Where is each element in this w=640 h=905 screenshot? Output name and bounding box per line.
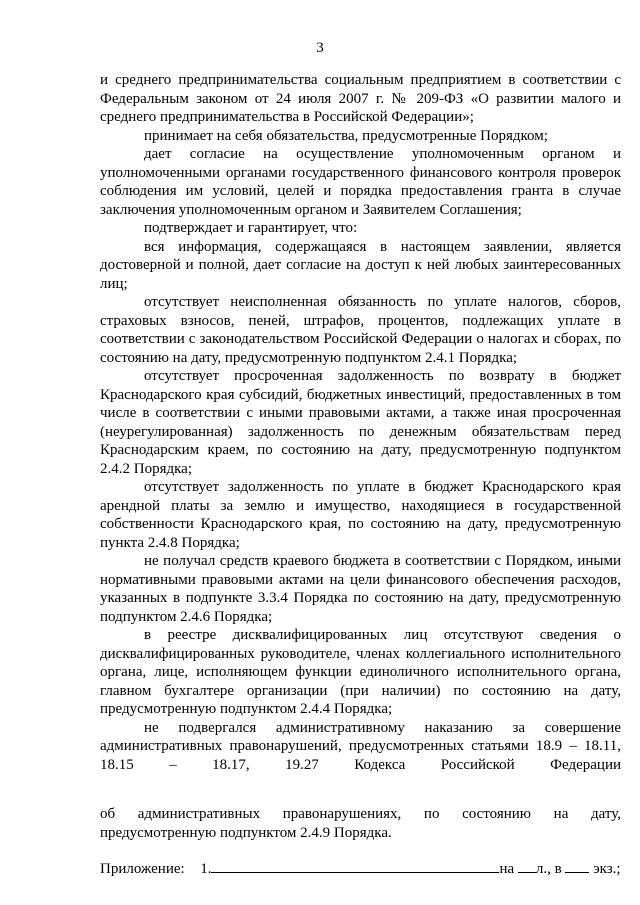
sheets-count-blank (518, 860, 536, 873)
document-body (100, 71, 621, 879)
paragraph: не получал средств краевого бюджета в соответствии с Порядком, иными нормативными правовыми актами на цели финансового обеспечения расходов, указанных в подпункте 3.3.4 Порядка по состоянию на дату, предусмотренную подпунктом 2.4.6 Порядка; (100, 553, 621, 625)
copies-count-blank (565, 860, 589, 873)
paragraph: отсутствует неисполненная обязанность по уплате налогов, сборов, страховых взносов, пеней, штрафов, процентов, подлежащих уплате в соответствии с законодательством Российской Федерации о налогах и сборах, по состоянию на дату, предусмотренную подпунктом 2.4.1 Порядка; (100, 294, 621, 366)
paragraph: не подвергался административному наказанию за совершение административных правонарушений, предусмотренных статьями 18.9 – 18.11, 18.15 – 18.17, 19.27 Кодекса Российской Федерации (100, 719, 621, 773)
appendix-title-blank (211, 860, 499, 873)
paragraph: принимает на себя обязательства, предусмотренные Порядком; (144, 127, 548, 144)
paragraph: об административных правонарушениях, по состоянию на дату, предусмотренную подпунктом 2.4.9 Порядка. (100, 806, 621, 841)
appendix-label: Приложение: (100, 861, 185, 877)
paragraph: и среднего предпринимательства социальным предприятием в соответствии с Федеральным законом от 24 июля 2007 г. № 209-ФЗ «О развитии малого и среднего предпринимательства в Российской Федерации»; (100, 72, 621, 125)
paragraph: отсутствует задолженность по уплате в бюджет Краснодарского края арендной платы за землю и имущество, находящиеся в государственной собственности Краснодарского края, по состоянию на дату, предусмотренную пункта 2.4.8 Порядка; (100, 479, 621, 551)
copies-suffix: экз.; (593, 861, 621, 877)
page-number: 3 (316, 40, 324, 56)
paragraph: подтверждает и гарантирует, что: (144, 220, 358, 236)
appendix-line (100, 860, 621, 879)
paragraph: дает согласие на осуществление уполномоченным органом и уполномоченными органами государственного финансового контроля проверок соблюдения им условий, целей и порядка предоставления гранта в случае заключения уполномоченным органом и Заявителем Соглашения; (100, 146, 621, 218)
appendix-item-number: 1. (200, 861, 212, 877)
paragraph: в реестре дисквалифицированных лиц отсутствуют сведения о дисквалифицированных руководителе, членах коллегиального исполнительного органа, лице, исполняющем функции единоличного исполнительного органа, главном бухгалтере организации (при наличии) по состоянию на дату, предусмотренную подпунктом 2.4.4 Порядка; (100, 627, 621, 717)
appendix-on: на (499, 861, 515, 877)
blank-gap (100, 774, 621, 805)
paragraph: вся информация, содержащаяся в настоящем заявлении, является достоверной и полной, дает согласие на доступ к ней любых заинтересованных лиц; (100, 238, 621, 292)
paragraph: отсутствует просроченная задолженность по возврату в бюджет Краснодарского края субсидий, бюджетных инвестиций, предоставленных в том числе в соответствии с иными правовыми актами, а также иная просроченная (неурегулированная) задолженность по денежным обязательствам перед Краснодарским краем, по состоянию на дату, предусмотренную подпунктом 2.4.2 Порядка; (100, 368, 621, 477)
sheets-suffix: л., в (535, 861, 562, 877)
